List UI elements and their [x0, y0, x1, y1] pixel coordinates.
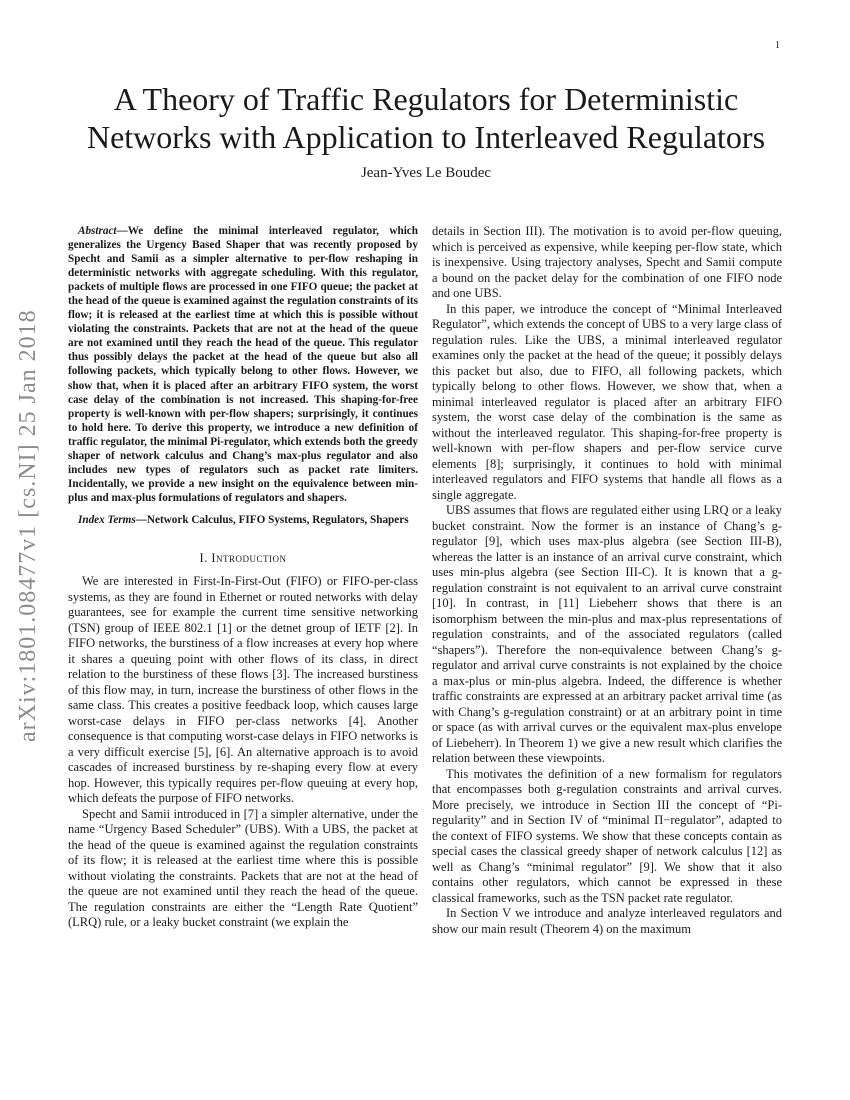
page-number: 1 [775, 40, 780, 51]
paper-title: A Theory of Traffic Regulators for Deterministic Networks with Application to Interleaved Regulators [86, 81, 766, 155]
right-column [432, 224, 782, 937]
section-number: I. [199, 550, 208, 565]
body-paragraph: This motivates the definition of a new formalism for regulators that encompasses both g-regulation constraints and arrival curves. More precisely, we introduce in Section III the concept of “Pi-regularity” and in Section IV of “minimal Π−regulator”, adapted to the context of FIFO systems. We show that these concepts contain as special cases the classical greedy shaper of network calculus [12] as well as Chang’s “minimal regulator” [9]. We show that it also contains other regulators, which cannot be expressed in these classical frameworks, such as the TSN packet rate regulator. [432, 766, 782, 905]
abstract [68, 224, 418, 505]
left-column [68, 224, 418, 931]
body-paragraph: In this paper, we introduce the concept of “Minimal Interleaved Regulator”, which extends the concept of UBS to a very large class of regulation rules. Like the UBS, a minimal interleaved regulator examines only the packet at the head of the queue; it possibly delays this packet but also, due to FIFO, all following packets, which typically belong to other flows. However, we show that, when a minimal interleaved regulator is placed after an arbitrary FIFO system, the worst case delay of the combination is the same as without the interleaved regulator. This shaping-for-free property is well-known with per-flow shapers and per-flow service curve elements [8]; surprisingly, it continues to hold with minimal interleaved regulators and FIFO systems that handle all flows as a single aggregate. [432, 301, 783, 502]
body-paragraph: In Section V we introduce and analyze interleaved regulators and show our main result (Theorem 4) on the maximum [432, 906, 782, 936]
body-paragraph: UBS assumes that flows are regulated either using LRQ or a leaky bucket constraint. Now the former is an instance of Chang’s g-regulator [9], which uses max-plus algebra (see Section III-B), whereas the latter is an instance of an arrival curve constraint, which uses min-plus algebra (see Section III-C). It is known that a g-regulation constraint is not equivalent to an arrival curve constraint [10]. In contrast, in [11] Liebeherr shows that there is an isomorphism between the min-plus and max-plus representations of regulation constraints, and of the associated regulators (called “shapers”). Therefore the non-equivalence between Chang’s g-regulator and arrival curve constraints is not explained by the choice a max-plus or min-plus algebra. Indeed, the difference is whether traffic constraints are expressed at an arbitrary packet arrival time (as with Chang’s g-regulation constraint) or at an arbitrary point in time or space (as with arrival curves or the equivalent max-plus envelope of Liebeherr). In Theorem 1) we give a new result which clarifies the relation between these viewpoints. [432, 503, 782, 765]
index-terms-text: —Network Calculus, FIFO Systems, Regulators, Shapers [135, 513, 409, 526]
section-title: Introduction [211, 550, 287, 565]
index-terms [68, 513, 418, 527]
body-paragraph: details in Section III). The motivation is to avoid per-flow queuing, which is perceived as expensive, while keeping per-flow state, which is inexpensive. Using trajectory analyses, Specht and Samii compute a bound on the packet delay for the combination of one FIFO node and one UBS. [432, 224, 782, 300]
section-heading [68, 551, 418, 567]
abstract-label: Abstract [78, 225, 117, 237]
abstract-text: —We define the minimal interleaved regulator, which generalizes the Urgency Based Shaper that was recently proposed by Specht and Samii as a simpler alternative to per-flow reshaping in deterministic networks with aggregate scheduling. With this regulator, packets of multiple flows are processed in one FIFO queue; the packet at the head of the queue is examined against the regulation constraints of its flow; it is released at the earliest time at which this is possible without violating the constraints. Packets that are not at the head of the queue are not examined until they reach the head of the queue. This regulator thus possibly delays the packet at the head of the queue but also all following packets, which typically belong to other flows. However, we show that, when it is placed after an arbitrary FIFO system, the worst case delay of the combination is not increased. This shaping-for-free property is well-known with per-flow shapers; surprisingly, it continues to hold here. To derive this property, we introduce a new definition of traffic regulator, the minimal Pi-regulator, which extends both the greedy shaper of network calculus and Chang’s max-plus regulator and also includes new types of regulators such as packet rate limiters. Incidentally, we provide a new insight on the equivalence between min-plus and max-plus formulations of regulators and shapers. [68, 225, 418, 504]
index-terms-label: Index Terms [78, 513, 136, 526]
arxiv-side-stamp: arXiv:1801.08477v1 [cs.NI] 25 Jan 2018 [15, 309, 41, 742]
author-name: Jean-Yves Le Boudec [360, 165, 492, 181]
body-paragraph: Specht and Samii introduced in [7] a simpler alternative, under the name “Urgency Based Scheduler” (UBS). With a UBS, the packet at the head of the queue is examined against the regulation constraints of its flow; it is released at the earliest time where this is possible without violating the constraints. Packets that are not at the head of the queue are not examined until they reach the head of the queue. The regulation constraints are either the “Length Rate Quotient” (LRQ) rule, or a leaky bucket constraint (we explain the [68, 806, 418, 930]
body-paragraph: We are interested in First-In-First-Out (FIFO) or FIFO-per-class systems, as they are found in Ethernet or routed networks with delay guarantees, see for example the current time sensitive networking (TSN) group of IEEE 802.1 [1] or the detnet group of IETF [2]. In FIFO networks, the burstiness of a flow increases at every hop where it shares a queuing point with other flows of its class, in direct relation to the burstiness of these flows [3]. The increased burstiness of this flow may, in turn, increase the burstiness of other flows in the same class. This creates a positive feedback loop, which causes large worst-case delays in FIFO per-class networks [4]. Another consequence is that computing worst-case delays in FIFO networks is a very difficult exercise [5], [6]. An alternative approach is to avoid cascades of increased burstiness by re-shaping every flow at every hop. However, this typically requires per-flow queuing at every hop, which defeats the purpose of FIFO networks. [68, 574, 418, 806]
